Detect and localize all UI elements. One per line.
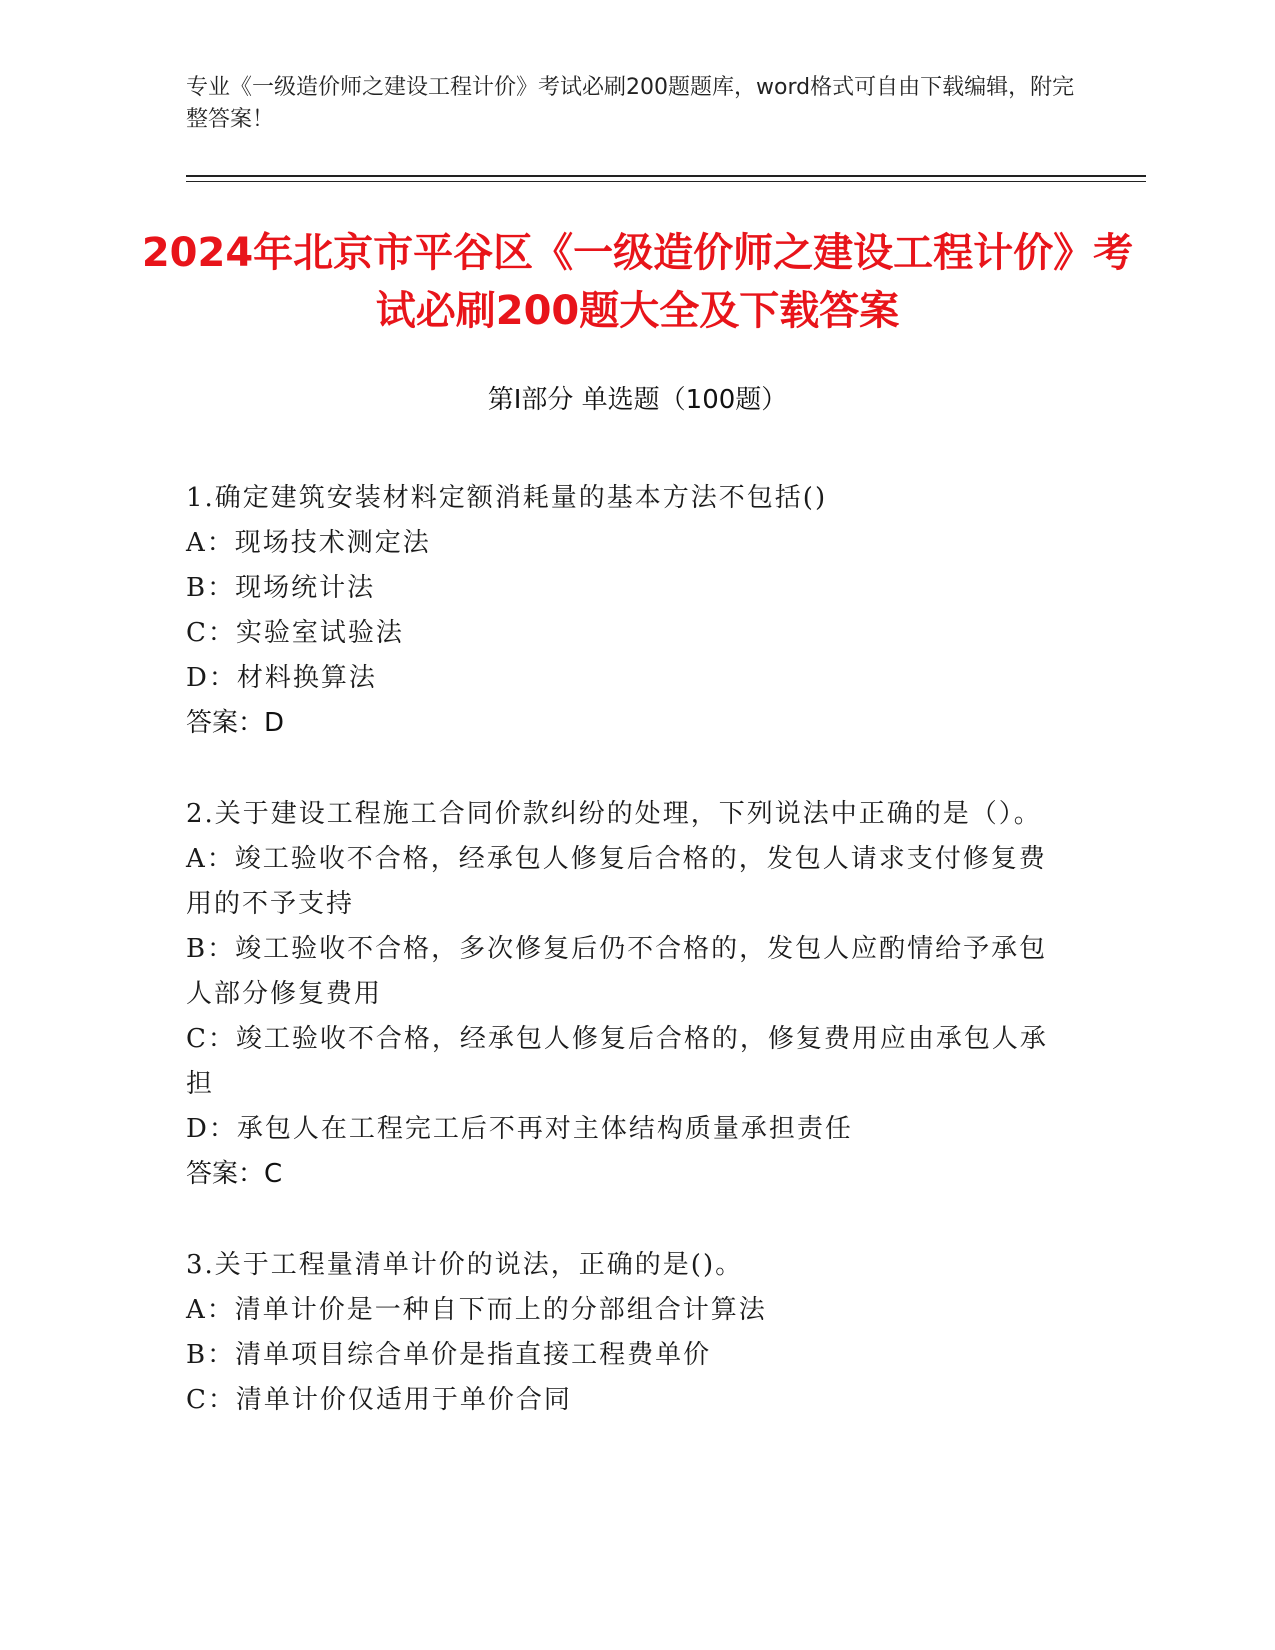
header-rule-thick — [186, 175, 1146, 177]
option-b: B：竣工验收不合格，多次修复后仍不合格的，发包人应酌情给予承包人部分修复费用 — [186, 934, 1048, 1009]
option-c: C：清单计价仅适用于单价合同 — [186, 1385, 572, 1415]
option-b: B：清单项目综合单价是指直接工程费单价 — [186, 1340, 712, 1370]
question-3 — [186, 1243, 1066, 1423]
answer: 答案：C — [186, 1159, 283, 1189]
option-a: A：清单计价是一种自下而上的分部组合计算法 — [186, 1295, 767, 1325]
question-2 — [186, 792, 1066, 1197]
option-a: A：竣工验收不合格，经承包人修复后合格的，发包人请求支付修复费用的不予支持 — [186, 844, 1047, 919]
option-d: D：承包人在工程完工后不再对主体结构质量承担责任 — [186, 1114, 853, 1144]
question-1 — [186, 476, 1066, 746]
option-a: A：现场技术测定法 — [186, 528, 431, 558]
option-c: C：实验室试验法 — [186, 618, 404, 648]
question-text: 3.关于工程量清单计价的说法，正确的是()。 — [186, 1250, 744, 1280]
header-rule-thin — [186, 181, 1146, 182]
question-text: 1.确定建筑安装材料定额消耗量的基本方法不包括() — [186, 483, 828, 513]
header-note: 专业《一级造价师之建设工程计价》考试必刷200题题库，word格式可自由下载编辑，附完整答案！ — [186, 75, 1075, 132]
section-heading: 第Ⅰ部分 单选题（100题） — [487, 385, 788, 415]
option-b: B：现场统计法 — [186, 573, 376, 603]
answer: 答案：D — [186, 708, 285, 738]
document-title: 2024年北京市平谷区《一级造价师之建设工程计价》考试必刷200题大全及下载答案 — [141, 230, 1134, 334]
question-list — [186, 476, 1066, 1469]
option-d: D：材料换算法 — [186, 663, 377, 693]
question-text: 2.关于建设工程施工合同价款纠纷的处理，下列说法中正确的是（）。 — [186, 799, 1042, 829]
option-c: C：竣工验收不合格，经承包人修复后合格的，修复费用应由承包人承担 — [186, 1024, 1048, 1099]
